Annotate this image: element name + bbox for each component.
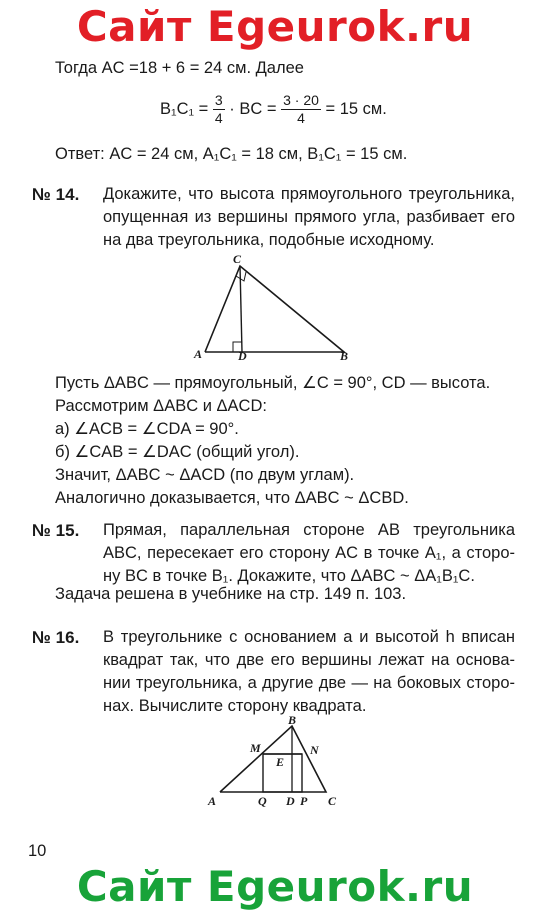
label-m: M xyxy=(250,741,261,755)
label-c: C xyxy=(328,794,337,808)
label-e: E xyxy=(276,755,285,769)
task14-figure xyxy=(180,252,370,364)
block13-line: Тогда AC =18 + 6 = 24 см. Далее xyxy=(55,59,304,77)
label-q: Q xyxy=(258,794,267,808)
solution-line: а) ∠ACB = ∠CDA = 90°. xyxy=(55,420,239,438)
solution-line: Аналогично доказывается, что ΔABC ~ ΔCBD. xyxy=(55,489,409,507)
solution-line: Пусть ΔABC — прямоугольный, ∠C = 90°, CD — высота. xyxy=(55,374,491,392)
label-b: B xyxy=(340,349,349,363)
task16-number: № 16. xyxy=(32,628,80,647)
solution-line: Значит, ΔABC ~ ΔACD (по двум углам). xyxy=(55,466,355,484)
fraction-3x20-4: $\frac{3 \cdot 20}{4}$ xyxy=(283,92,319,126)
task16-figure xyxy=(200,712,360,812)
task15-number: № 15. xyxy=(32,521,80,540)
task16-line: нии треугольника, а другие две — на боковых сторо- xyxy=(103,674,515,692)
label-n: N xyxy=(310,743,319,757)
task15-line: ABC, пересекает его сторону AC в точке A₁, а сторо- xyxy=(103,544,515,562)
label-p: P xyxy=(300,794,308,808)
task14-line: опущенная из вершины прямого угла, разбивает его xyxy=(103,208,515,226)
label-d: D xyxy=(238,349,247,363)
task15-statement xyxy=(103,519,515,588)
task15-line: Прямая, параллельная стороне AB треугольника xyxy=(103,521,515,539)
task15-line: ну BC в точке B₁. Докажите, что ΔABC ~ ΔA₁B₁C. xyxy=(103,567,475,585)
block13-answer: Ответ: AC = 24 см, A₁C₁ = 18 см, B₁C₁ = 15 см. xyxy=(55,145,408,163)
task16-statement xyxy=(103,626,515,718)
block13-formula xyxy=(160,92,387,127)
task16-line: квадрат так, что две его вершины лежат на основа- xyxy=(103,651,515,669)
label-a: A xyxy=(208,794,217,808)
task14-line: на два треугольника, подобные исходному. xyxy=(103,231,435,249)
task14-statement xyxy=(103,183,515,252)
watermark-top: Сайт Egeurok.ru xyxy=(76,2,474,51)
formula-rhs: = 15 см. xyxy=(325,99,387,118)
task14-number: № 14. xyxy=(32,185,80,204)
formula-mid: · BC = xyxy=(229,99,277,118)
solution-line: б) ∠CAB = ∠DAC (общий угол). xyxy=(55,443,300,461)
label-b: B xyxy=(288,713,297,727)
page-number: 10 xyxy=(28,842,47,860)
label-c: C xyxy=(233,252,242,266)
triangle-abc xyxy=(205,266,344,352)
task14-solution xyxy=(55,372,490,510)
task16-line: нах. Вычислите сторону квадрата. xyxy=(103,697,367,715)
task14-line: Докажите, что высота прямоугольного треугольника, xyxy=(103,185,515,203)
label-a: A xyxy=(194,347,203,361)
task16-line: В треугольнике с основанием a и высотой h вписан xyxy=(103,628,515,646)
solution-line: Рассмотрим ΔABC и ΔACD: xyxy=(55,397,267,415)
formula-lhs: B₁C₁ = xyxy=(160,99,209,118)
watermark-bottom: Сайт Egeurok.ru xyxy=(76,862,474,911)
fraction-3-4: $\frac{3}{4}$ xyxy=(214,92,223,126)
label-d: D xyxy=(286,794,295,808)
task15-note: Задача решена в учебнике на стр. 149 п. 103. xyxy=(55,585,407,603)
triangle-abc xyxy=(220,726,326,792)
